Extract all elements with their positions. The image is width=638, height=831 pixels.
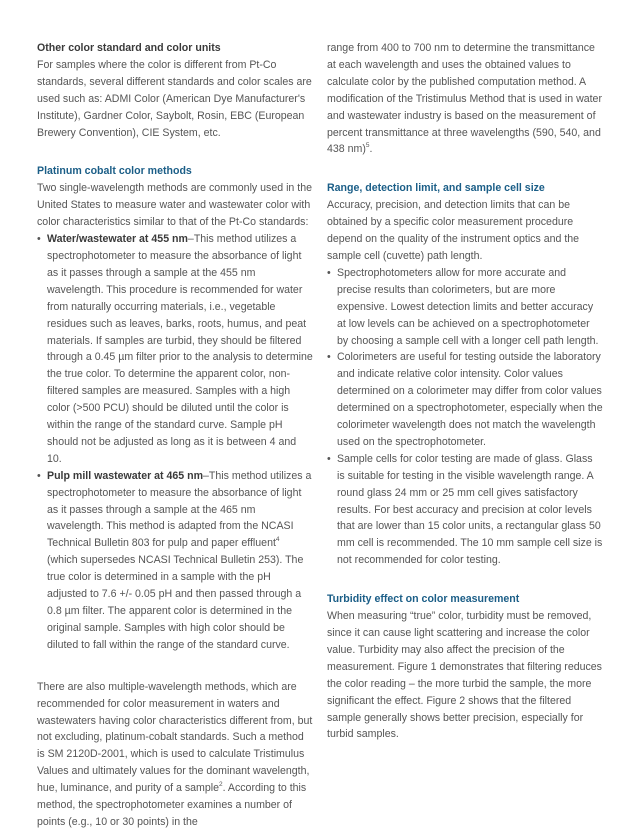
list-item-lead: Water/wastewater at 455 nm xyxy=(47,233,188,246)
list-item-colorimeters: • Colorimeters are useful for testing outside the laboratory and indicate relative color intensity. Color values determined on a colorimeter may differ from color values determined on a spectrophotometer, especially when the colorimeter wavelength does not match the wavelength used on the spectrophotometer. xyxy=(327,349,603,450)
paragraph-text: There are also multiple-wavelength methods, which are recommended for color measurement in waters and wastewaters having color characteristics different from, but not excluding, platinum-cobalt standards. Such a method is SM 2120D-2001, which is used to calculate Tristimulus Values and ultimately values for the dominant wavelength, hue, luminance, and purity of a sample xyxy=(37,680,313,795)
paragraph-text: range from 400 to 700 nm to determine the transmittance at each wavelength and uses the obtained values to calculate color by the published computation method. A modification of the Tristimulus Method that is used in water and wastewater industry is based on the measurement of percent transmittance at three wavelengths (590, 540, and 438 nm) xyxy=(327,42,602,156)
list-item-spectrophotometers: • Spectrophotometers allow for more accurate and precise results than colorimeters, but are more expensive. Lowest detection limits and better accuracy at low levels can be achieved on a spectrophotometer by choosing a sample cell with a longer cell path length. xyxy=(327,265,603,350)
list-item-sample-cells: • Sample cells for color testing are made of glass. Glass is suitable for testing in the visible wavelength range. A round glass 24 mm or 25 mm cell gives satisfactory results. For best accuracy and precision at color levels that are lower than 15 color units, a rectangular glass 50 mm cell is recommended. The 10 mm sample cell size is not recommended for color testing. xyxy=(327,451,603,569)
list-item-text: –This method utilizes a spectrophotometer to measure the absorbance of light as it passes through a sample at the 455 nm wavelength. This procedure is recommended for water from naturally occurring materials, i.e., vegetable residues such as leaves, barks, roots, humus, and peat materials. If samples are turbid, they should be filtered through a 0.45 µm filter prior to the analysis to determine the true color. To determine the apparent color, non-filtered samples are measured. Samples with a high color (>500 PCU) should be diluted until the color is within the range of the standard curve. Sample pH should not be adjusted as long as it is between 4 and 10. xyxy=(47,233,313,465)
instrument-list xyxy=(327,265,603,569)
section-heading-other-color-standards: Other color standard and color units xyxy=(37,42,221,54)
list-item-text: (which supersedes NCASI Technical Bulletin 253). The true color is determined in a sample with the pH adjusted to 7.6 +/- 0.05 pH and then passed through a 0.8 µm filter. The apparent color is determined in the original sample. Samples with high color should be diluted to fall within the range of the standard curve. xyxy=(47,554,304,651)
paragraph-range-detection: Accuracy, precision, and detection limits that can be obtained by a specific color measurement procedure depend on the quality of the instrument optics and the sample cell (cuvette) path length. xyxy=(327,199,580,262)
footnote-ref: 5 xyxy=(365,141,370,149)
paragraph-tristimulus xyxy=(327,40,603,158)
paragraph-text: . xyxy=(369,143,373,156)
footnote-ref: 2 xyxy=(218,780,223,788)
paragraph-other-color-standards: For samples where the color is different from Pt-Co standards, several different standards and color scales are used such as: ADMI Color (American Dye Manufacturer's Institute), Gardner Color, Saybolt, Rosin, EBC (European Brewery Convention), CIE System, etc. xyxy=(37,58,312,139)
section-heading-range-detection: Range, detection limit, and sample cell size xyxy=(327,182,545,195)
paragraph-text: . According to this method, the spectrophotometer examines a number of points (e.g., 10 or 30 points) in the xyxy=(37,782,307,828)
section-heading-turbidity: Turbidity effect on color measurement xyxy=(327,593,520,606)
method-list xyxy=(37,231,313,654)
list-item-water-455nm xyxy=(37,231,313,468)
section-heading-platinum-cobalt: Platinum cobalt color methods xyxy=(37,165,192,178)
right-column xyxy=(327,40,603,743)
list-item-pulp-465nm xyxy=(37,468,313,654)
footnote-ref: 4 xyxy=(275,535,280,543)
list-item-text: –This method utilizes a spectrophotometer to measure the absorbance of light as it passes through a sample at the 465 nm wavelength. This method is adapted from the NCASI Technical Bulletin 803 for pulp and paper effluent xyxy=(47,469,312,550)
list-item-lead: Pulp mill wastewater at 465 nm xyxy=(47,469,204,482)
paragraph-multiple-wavelength xyxy=(37,679,313,831)
paragraph-turbidity: When measuring “true” color, turbidity must be removed, since it can cause light scattering and increase the color value. Turbidity may also affect the precision of the measurement. Figure 1 demonstrates that filtering reduces the color reading – the more turbid the sample, the more significant the effect. Figure 2 shows that the filtered sample generally shows better precision, especially for turbid samples. xyxy=(327,610,602,741)
left-column xyxy=(37,40,313,831)
paragraph-platinum-cobalt-intro: Two single-wavelength methods are commonly used in the United States to measure water and wastewater color with color characteristics similar to that of the Pt-Co standards: xyxy=(37,182,312,229)
